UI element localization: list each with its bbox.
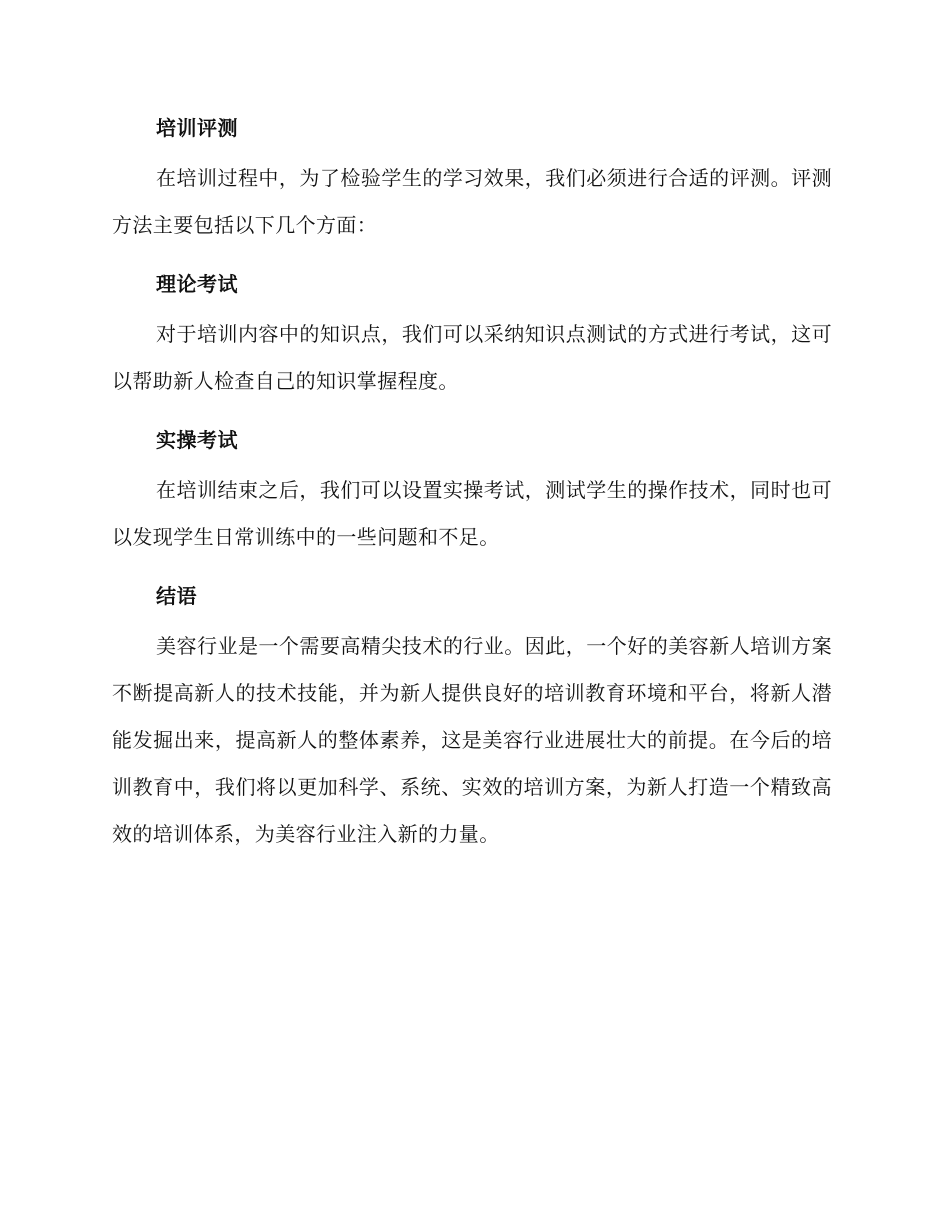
section-heading-conclusion: 结语 — [156, 584, 197, 608]
section-heading-training-evaluation: 培训评测 — [156, 116, 238, 140]
section-body-conclusion: 美容行业是一个需要高精尖技术的行业。因此，一个好的美容新人培训方案不断提高新人的技术技能，并为新人提供良好的培训教育环境和平台，将新人潜能发掘出来，提高新人的整体素养，这是美容行业进展壮大的前提。在今后的培训教育中，我们将以更加科学、系统、实效的培训方案，为新人打造一个精致高效的培训体系，为美容行业注入新的力量。 — [112, 634, 832, 846]
section-heading-theory-exam: 理论考试 — [156, 272, 238, 296]
section-body-practical-exam: 在培训结束之后，我们可以设置实操考试，测试学生的操作技术，同时也可以发现学生日常训练中的一些问题和不足。 — [112, 478, 832, 549]
section-heading-practical-exam: 实操考试 — [156, 428, 238, 452]
section-body-theory-exam: 对于培训内容中的知识点，我们可以采纳知识点测试的方式进行考试，这可以帮助新人检查自己的知识掌握程度。 — [112, 322, 832, 393]
section-body-training-evaluation: 在培训过程中，为了检验学生的学习效果，我们必须进行合适的评测。评测方法主要包括以下几个方面： — [112, 166, 832, 237]
